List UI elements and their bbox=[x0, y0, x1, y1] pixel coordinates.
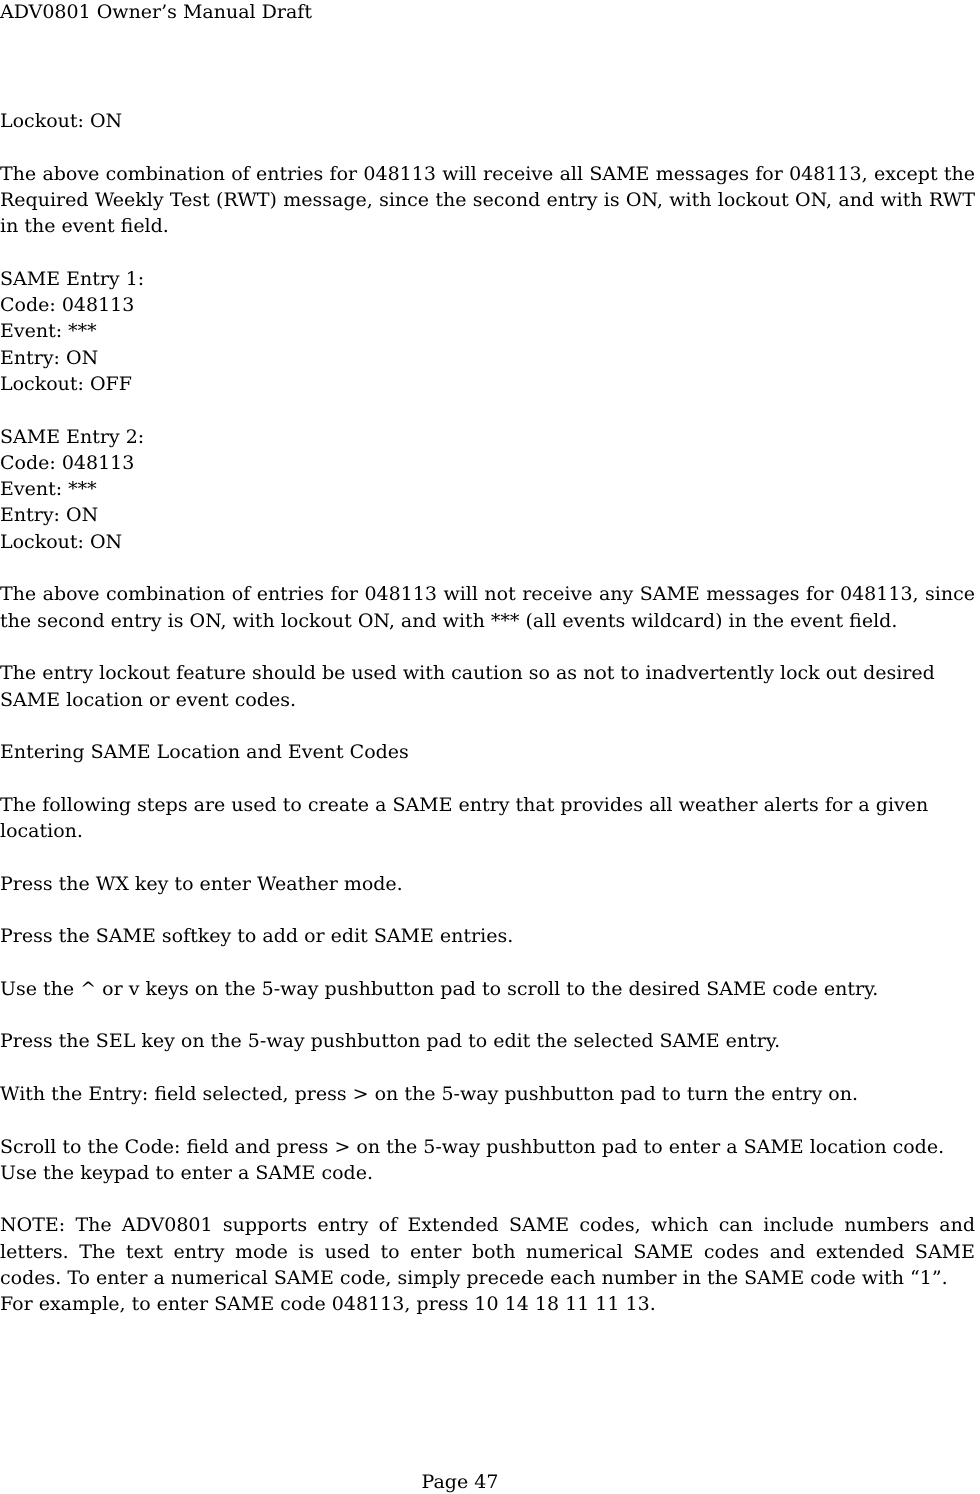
section-heading: Entering SAME Location and Event Codes bbox=[0, 741, 409, 764]
step-6-line-2: Use the keypad to enter a SAME code. bbox=[0, 1161, 373, 1184]
paragraph-rwt-explanation: The above combination of entries for 048113 will receive all SAME messages for 048113, except the Required Weekly Test (RWT) message, since the second entry is ON, with lockout ON, and with RWT in the event field. bbox=[0, 162, 975, 238]
same-entry-1-event: Event: *** bbox=[0, 320, 97, 343]
document-title: ADV0801 Owner’s Manual Draft bbox=[0, 1, 312, 23]
same-entry-2-lockout: Lockout: ON bbox=[0, 530, 123, 553]
paragraph-wildcard-explanation: The above combination of entries for 048113 will not receive any SAME messages for 048113, since the second entry is ON, with lockout ON, and with *** (all events wildcard) in the event field. bbox=[0, 583, 975, 632]
step-6-line-1: Scroll to the Code: field and press > on the 5-way pushbutton pad to enter a SAME location code. bbox=[0, 1135, 945, 1158]
note-extended-same bbox=[0, 1212, 975, 1317]
page-number: Page 47 bbox=[421, 1471, 499, 1493]
document-header bbox=[0, 0, 312, 24]
same-entry-1-block bbox=[0, 266, 975, 397]
same-entry-1-title: SAME Entry 1: bbox=[0, 267, 145, 290]
same-entry-2-code: Code: 048113 bbox=[0, 451, 135, 474]
note-example: For example, to enter SAME code 048113, press 10 14 18 11 11 13. bbox=[0, 1293, 656, 1316]
same-entry-1-entry: Entry: ON bbox=[0, 346, 99, 369]
note-text: NOTE: The ADV0801 supports entry of Extended SAME codes, which can include numbers and letters. The text entry mode is used to enter both numerical SAME codes and extended SAME codes. To enter a numerical SAME code, simply precede each number in the SAME code with “1”. bbox=[0, 1214, 975, 1290]
intro-lockout-line: Lockout: ON bbox=[0, 110, 123, 132]
same-entry-2-title: SAME Entry 2: bbox=[0, 425, 145, 448]
page-body bbox=[0, 108, 975, 1344]
same-entry-2-block bbox=[0, 424, 975, 555]
paragraph-steps-intro: The following steps are used to create a SAME entry that provides all weather alerts for a given location. bbox=[0, 793, 929, 843]
step-2: Press the SAME softkey to add or edit SAME entries. bbox=[0, 925, 514, 948]
page-footer bbox=[0, 1470, 980, 1494]
same-entry-2-entry: Entry: ON bbox=[0, 504, 99, 527]
step-6 bbox=[0, 1134, 975, 1187]
step-3: Use the ^ or v keys on the 5-way pushbutton pad to scroll to the desired SAME code entry. bbox=[0, 977, 879, 1000]
same-entry-1-code: Code: 048113 bbox=[0, 294, 135, 317]
same-entry-2-event: Event: *** bbox=[0, 478, 97, 501]
step-5: With the Entry: field selected, press > on the 5-way pushbutton pad to turn the entry on. bbox=[0, 1082, 858, 1105]
step-4: Press the SEL key on the 5-way pushbutton pad to edit the selected SAME entry. bbox=[0, 1030, 781, 1053]
same-entry-1-lockout: Lockout: OFF bbox=[0, 372, 132, 395]
step-1: Press the WX key to enter Weather mode. bbox=[0, 872, 403, 895]
paragraph-lockout-caution: The entry lockout feature should be used with caution so as not to inadvertently lock out desired SAME location or event codes. bbox=[0, 662, 935, 711]
